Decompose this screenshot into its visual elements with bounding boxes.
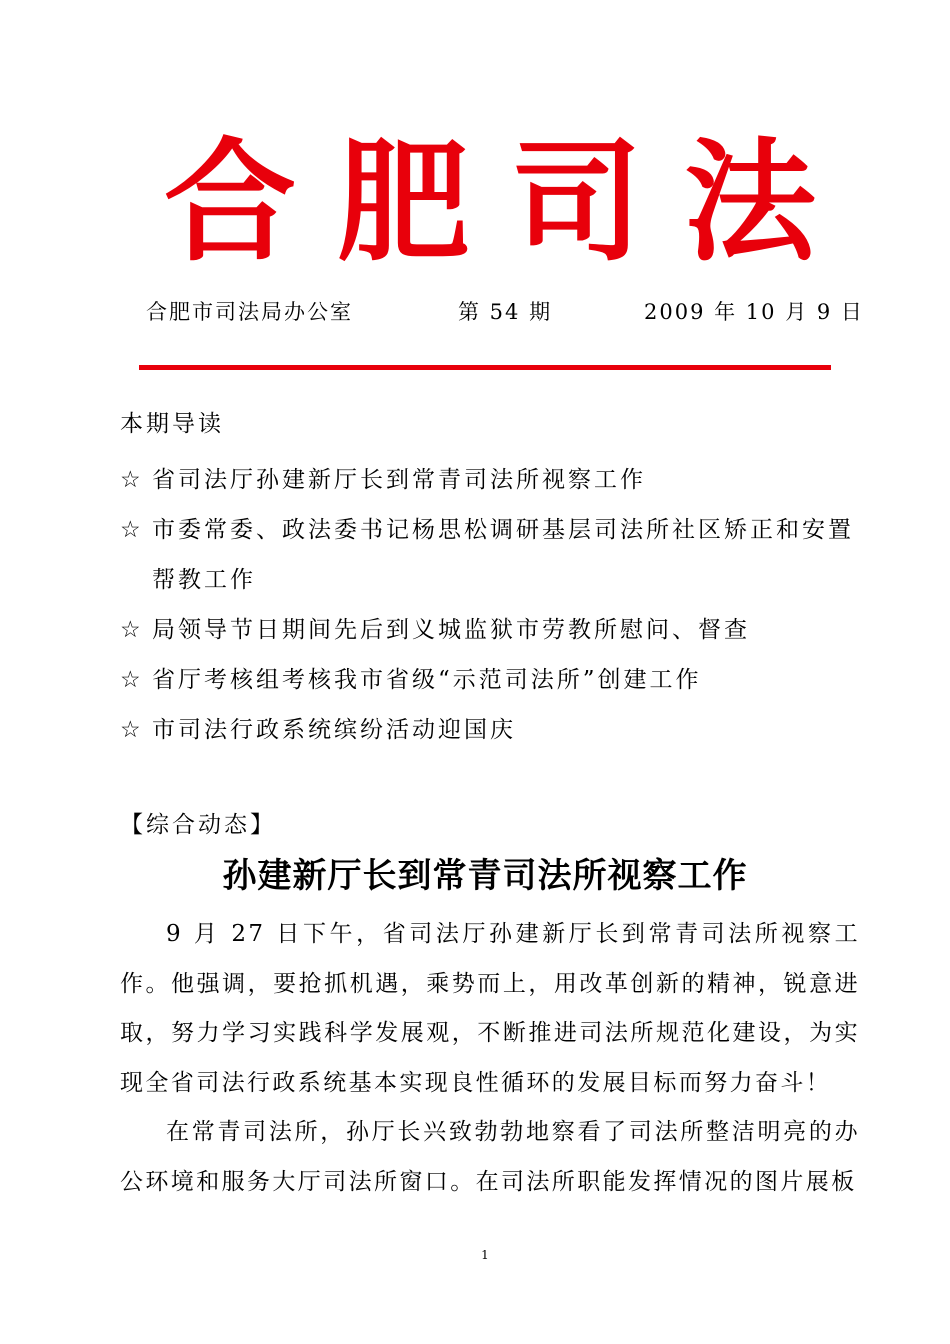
toc-item (120, 605, 860, 655)
masthead-logo (150, 128, 830, 278)
table-of-contents (120, 455, 860, 755)
article-body (120, 910, 860, 1207)
toc-item (120, 505, 860, 605)
toc-item-text: 市司法行政系统缤纷活动迎国庆 (152, 717, 516, 743)
masthead-char: 司 (510, 126, 643, 280)
star-icon: ☆ (120, 517, 144, 543)
article-title: 孙建新厅长到常青司法所视察工作 (222, 856, 748, 896)
page-number: 1 (481, 1248, 489, 1262)
toc-item (120, 455, 860, 505)
issue-header (0, 296, 950, 326)
header-divider (139, 365, 831, 370)
masthead-char: 法 (683, 126, 816, 280)
star-icon: ☆ (120, 467, 144, 493)
masthead-char: 合 (164, 126, 296, 280)
star-icon: ☆ (120, 617, 144, 643)
star-icon: ☆ (120, 667, 144, 693)
toc-item (120, 705, 860, 755)
issue-date: 2009 年 10 月 9 日 (644, 300, 864, 324)
toc-title: 本期导读 (120, 411, 224, 437)
office-name: 合肥市司法局办公室 (146, 300, 353, 324)
paragraph: 在常青司法所，孙厅长兴致勃勃地察看了司法所整洁明亮的办公环境和服务大厅司法所窗口。在司法所职能发挥情况的图片展板 (120, 1119, 860, 1195)
issue-number: 第 54 期 (458, 300, 553, 324)
toc-item-text: 局领导节日期间先后到义城监狱市劳教所慰问、督查 (152, 617, 750, 643)
masthead-char: 肥 (337, 126, 470, 280)
section-label: 【综合动态】 (120, 812, 276, 838)
toc-item-text: 省司法厅孙建新厅长到常青司法所视察工作 (152, 467, 646, 493)
toc-item (120, 655, 860, 705)
star-icon: ☆ (120, 717, 144, 743)
toc-item-text: 市委常委、政法委书记杨思松调研基层司法所社区矫正和安置帮教工作 (152, 517, 854, 593)
toc-item-text: 省厅考核组考核我市省级“示范司法所”创建工作 (152, 667, 702, 693)
paragraph: 9 月 27 日下午，省司法厅孙建新厅长到常青司法所视察工作。他强调，要抢抓机遇，乘势而上，用改革创新的精神，锐意进取，努力学习实践科学发展观，不断推进司法所规范化建设，为实现全省司法行政系统基本实现良性循环的发展目标而努力奋斗！ (120, 921, 860, 1096)
